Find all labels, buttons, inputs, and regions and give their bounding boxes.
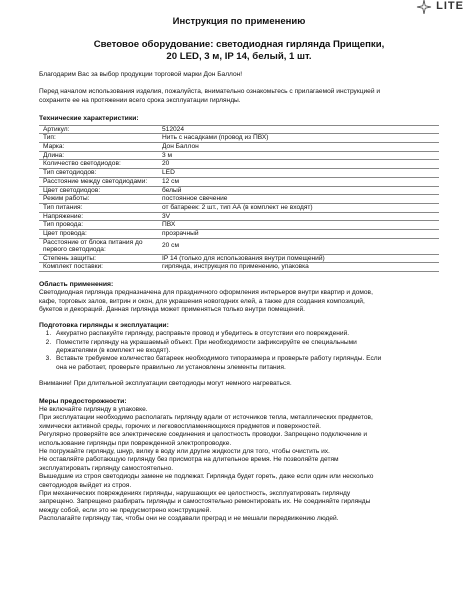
spec-value: 3V — [158, 212, 439, 221]
text-line: При эксплуатации необходимо располагать гирлянду вдали от источников тепла, металлических предметов, — [39, 414, 373, 422]
product-title-line: Световое оборудование: светодиодная гирлянда Прищепки, — [93, 39, 385, 50]
text-line: запрещено. Запрещено разбирать гирлянды и самостоятельно ремонтировать их. Не соединяйте гирлянды — [39, 498, 371, 506]
text-line: эксплуатировать гирлянду самостоятельно. — [39, 464, 174, 472]
spec-value: Нить с насадками (провод из ПВХ) — [158, 134, 439, 143]
table-row — [39, 151, 439, 160]
page-title: Инструкция по применению — [172, 16, 306, 27]
table-row — [39, 186, 439, 195]
table-row — [39, 195, 439, 204]
spec-value: Дон Баллон — [158, 143, 439, 152]
spec-value: от батареек: 2 шт., тип АА (в комплект не входят) — [158, 203, 439, 212]
text-line: кафе, торговых залов, витрин и окон, для украшения новогодних елей, а также для создания композиций, — [39, 297, 365, 305]
list-item — [53, 339, 439, 356]
step-line: держателями (в комплект не входят). — [56, 346, 171, 354]
text-line: При механических повреждениях гирлянды, нарушающих ее целостность, эксплуатировать гирлянду — [39, 490, 351, 498]
text-line: Регулярно проверяйте все электрические соединения и целостность проводки. Запрещено подключение и — [39, 431, 367, 439]
step-line: 1. Аккуратно распакуйте гирлянду, расправьте провод и убедитесь в отсутствии его повреждений. — [56, 330, 350, 338]
table-row — [39, 134, 439, 143]
table-row — [39, 125, 439, 134]
spec-value: ПВХ — [158, 221, 439, 230]
list-item — [53, 355, 439, 372]
text-line: Вышедшие из строя светодиоды замене не подлежат. Гирлянда будет гореть, даже если один или несколько — [39, 473, 374, 481]
spec-value: 20 — [158, 160, 439, 169]
spec-value: белый — [158, 186, 439, 195]
spec-value: 20 см — [158, 238, 439, 254]
usage-area-heading: Область применения: — [39, 281, 114, 289]
spec-key: Количество светодиодов: — [39, 160, 158, 169]
table-row — [39, 238, 439, 254]
preparation-steps — [39, 330, 439, 372]
spec-value: LED — [158, 169, 439, 178]
table-row — [39, 221, 439, 230]
spec-key: Тип светодиодов: — [39, 169, 158, 178]
spec-value: 3 м — [158, 151, 439, 160]
spec-key: Расстояние от блока питания до первого светодиода: — [39, 238, 158, 254]
spec-key: Режим работы: — [39, 195, 158, 204]
specs-heading: Технические характеристики: — [39, 115, 139, 123]
intro-line: Перед началом использования изделия, пожалуйста, внимательно ознакомьтесь с прилагаемой инструкцией и — [39, 88, 381, 96]
product-title — [39, 39, 439, 63]
step-line: 3. Вставьте требуемое количество батареек необходимого типоразмера и проверьте работу гирлянды. Если — [56, 355, 382, 363]
warning-text: Внимание! При длительной эксплуатации светодиоды могут немного нагреваться. — [39, 380, 292, 388]
spec-value: 512024 — [158, 125, 439, 134]
brand-logo — [415, 0, 464, 16]
table-row — [39, 160, 439, 169]
spec-value: гирлянда, инструкция по применению, упаковка — [158, 263, 439, 272]
spec-key: Тип: — [39, 134, 158, 143]
intro-paragraph — [39, 88, 439, 105]
spec-key: Марка: — [39, 143, 158, 152]
text-line: Не включайте гирлянду в упаковке. — [39, 405, 148, 413]
text-line: Не оставляйте работающую гирлянду без присмотра на длительное время. Не позволяйте детям — [39, 456, 339, 464]
table-row — [39, 263, 439, 272]
spec-value: постоянное свечение — [158, 195, 439, 204]
text-line: букетов и декораций. Данная гирлянда может применяться только внутри помещений. — [39, 306, 305, 314]
table-row — [39, 254, 439, 263]
table-row — [39, 143, 439, 152]
preparation-heading: Подготовка гирлянды к эксплуатации: — [39, 321, 169, 329]
instruction-document — [39, 15, 439, 524]
list-item — [53, 330, 439, 338]
step-line: она не работает, проверьте правильно ли установлены элементы питания. — [56, 363, 286, 371]
spec-key: Цвет провода: — [39, 230, 158, 239]
safety-text — [39, 406, 439, 524]
text-line: использование гирлянды при поврежденной электропроводке. — [39, 439, 232, 447]
text-line: Не погружайте гирлянду, шнур, вилку в воду или другие жидкости для того, чтобы очистить их. — [39, 447, 330, 455]
spec-value: IP 14 (только для использования внутри помещений) — [158, 254, 439, 263]
spec-key: Длина: — [39, 151, 158, 160]
spec-key: Артикул: — [39, 125, 158, 134]
spec-value: прозрачный — [158, 230, 439, 239]
safety-heading: Меры предосторожности: — [39, 397, 127, 405]
table-row — [39, 212, 439, 221]
spec-key: Тип провода: — [39, 221, 158, 230]
step-line: 2. Поместите гирлянду на украшаемый объект. При необходимости зафиксируйте ее специальными — [56, 338, 357, 346]
text-line: между собой, если это не предусмотрено конструкцией. — [39, 506, 212, 514]
spec-key: Тип питания: — [39, 203, 158, 212]
spec-value: 12 см — [158, 177, 439, 186]
text-line: Светодиодная гирлянда предназначена для праздничного оформления интерьеров внутри квартир и домов, — [39, 289, 373, 297]
text-line: химически активной среды, горючих и легковоспламеняющихся предметов и поверхностей. — [39, 422, 321, 430]
text-line: светодиодов выйдет из строя. — [39, 481, 132, 489]
specs-table — [39, 125, 439, 272]
spec-key: Расстояние между светодиодами: — [39, 177, 158, 186]
table-row — [39, 169, 439, 178]
table-row — [39, 177, 439, 186]
product-title-line: 20 LED, 3 м, IP 14, белый, 1 шт. — [166, 51, 312, 62]
spec-key: Степень защиты: — [39, 254, 158, 263]
usage-area-text — [39, 289, 439, 314]
intro-line: сохраните ее на протяжении всего срока эксплуатации гирлянды. — [39, 96, 241, 104]
spec-key: Комплект поставки: — [39, 263, 158, 272]
table-row — [39, 230, 439, 239]
spec-key: Цвет светодиодов: — [39, 186, 158, 195]
table-row — [39, 203, 439, 212]
sparkle-icon — [415, 0, 433, 14]
spec-key: Напряжение: — [39, 212, 158, 221]
thanks-text: Благодарим Вас за выбор продукции торговой марки Дон Баллон! — [39, 71, 243, 78]
text-line: Располагайте гирлянду так, чтобы они не создавали преград и не мешали передвижению людей. — [39, 515, 339, 523]
logo-text: LITE — [436, 0, 464, 12]
